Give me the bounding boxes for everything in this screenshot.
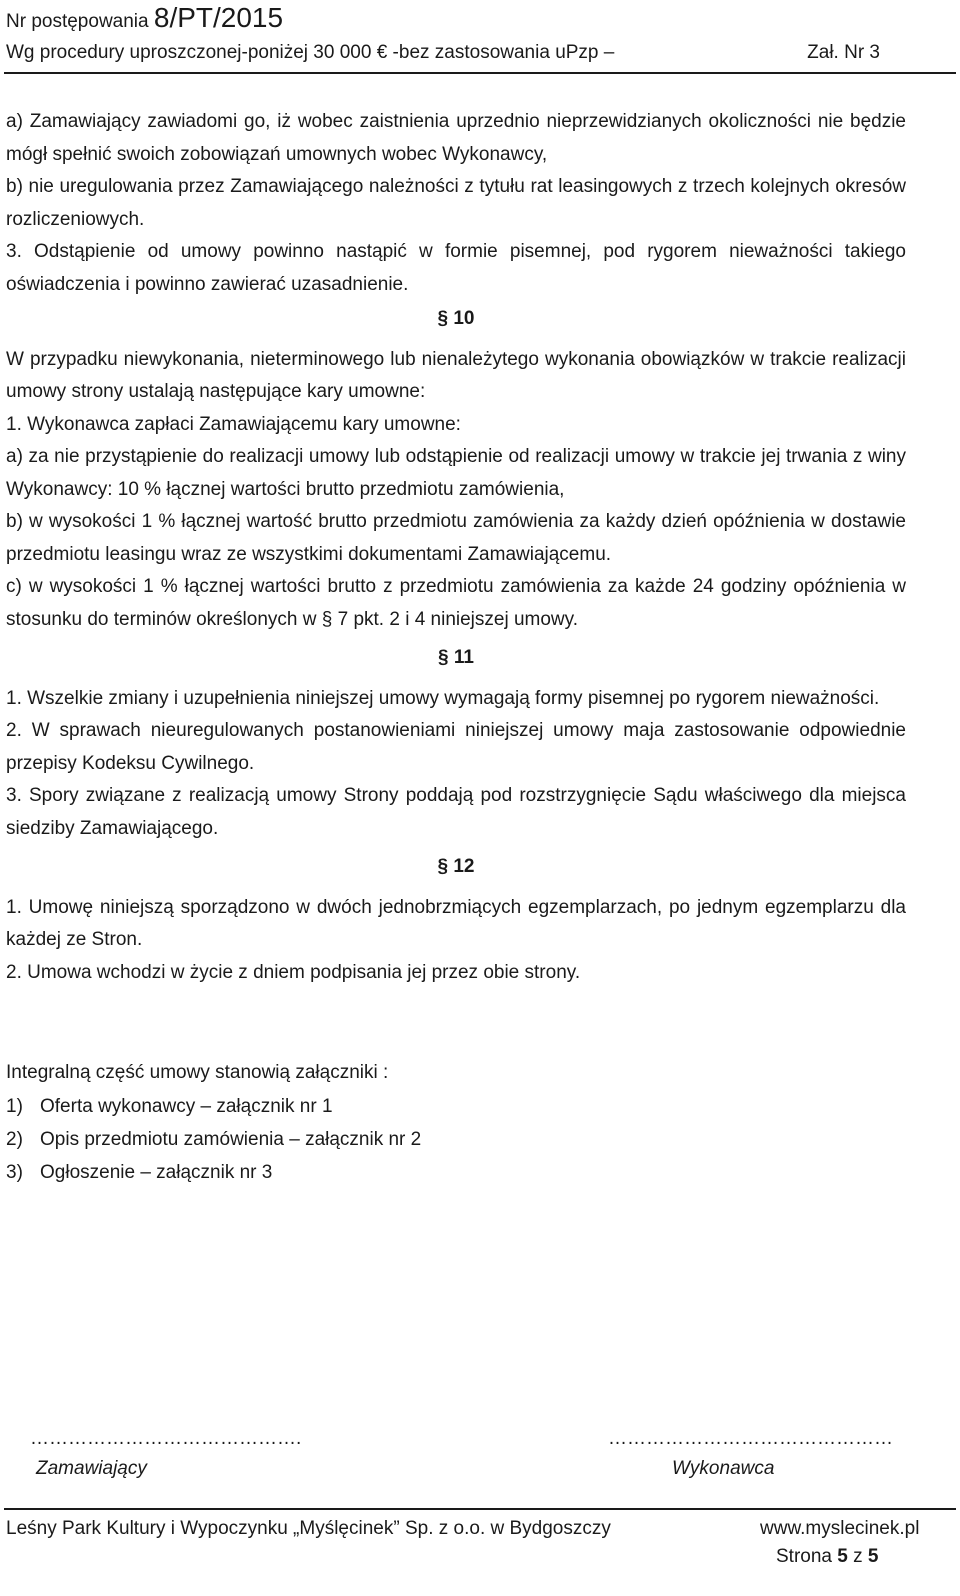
signature-label-contractor: Wykonawca bbox=[672, 1458, 775, 1479]
case-number-line bbox=[6, 2, 283, 34]
paragraph-penalties-b: b) w wysokości 1 % łącznej wartość brutto przedmiotu zamówienia za każdy dzień opóźnienia w dostawie przedmiotu leasingu wraz ze wszystkimi dokumentami Zamawiającemu. bbox=[6, 511, 906, 565]
paragraph-a: a) Zamawiający zawiadomi go, iż wobec zaistnienia uprzednio nieprzewidzianych okoliczności nie będzie mógł spełnić swoich zobowiązań umownych wobec Wykonawcy, bbox=[6, 111, 906, 165]
procedure-line: Wg procedury uproszczonej-poniżej 30 000 € -bez zastosowania uPzp – bbox=[6, 42, 615, 63]
footer-company: Leśny Park Kultury i Wypoczynku „Myślęcinek” Sp. z o.o. w Bydgoszczy bbox=[6, 1518, 611, 1539]
paragraph-penalties-1: 1. Wykonawca zapłaci Zamawiającemu kary umowne: bbox=[6, 413, 461, 435]
attachment-number: Zał. Nr 3 bbox=[807, 42, 880, 63]
document-body bbox=[6, 106, 906, 1189]
list-item: 1) Oferta wykonawcy – załącznik nr 1 bbox=[6, 1095, 333, 1117]
paragraph-11-3: 3. Spory związane z realizacją umowy Strony poddają pod rozstrzygnięcie Sądu właściwego dla miejsca siedziby Zamawiającego. bbox=[6, 785, 906, 839]
signature-line-left: ……………………………………. bbox=[30, 1428, 302, 1449]
list-item: 2) Opis przedmiotu zamówienia – załącznik nr 2 bbox=[6, 1128, 422, 1150]
section-10-heading: § 10 bbox=[437, 308, 475, 329]
paragraph-b: b) nie uregulowania przez Zamawiającego należności z tytułu rat leasingowych z trzech kolejnych okresów rozliczeniowych. bbox=[6, 176, 906, 230]
header-divider bbox=[4, 72, 956, 74]
case-number: 8/PT/2015 bbox=[153, 2, 284, 33]
signature-line-right: ……………………………………… bbox=[608, 1428, 893, 1449]
list-item: 3) Ogłoszenie – załącznik nr 3 bbox=[6, 1161, 273, 1183]
section-12-heading: § 12 bbox=[437, 856, 475, 877]
footer-website: www.myslecinek.pl bbox=[760, 1518, 920, 1539]
page-number: Strona 5 z 5 bbox=[776, 1546, 879, 1567]
case-label: Nr postępowania bbox=[6, 11, 154, 32]
paragraph-penalties-a: a) za nie przystąpienie do realizacji umowy lub odstąpienie od realizacji umowy w trakcie jej trwania z winy Wykonawcy: 10 % łącznej wartości brutto przedmiotu zamówienia, bbox=[6, 446, 906, 500]
paragraph-12-1: 1. Umowę niniejszą sporządzono w dwóch jednobrzmiących egzemplarzach, po jednym egzemplarzu dla każdej ze Stron. bbox=[6, 896, 906, 950]
paragraph-3: 3. Odstąpienie od umowy powinno nastąpić w formie pisemnej, pod rygorem nieważności takiego oświadczenia i powinno zawierać uzasadnienie. bbox=[6, 241, 906, 295]
attachments-intro: Integralną część umowy stanowią załączniki : bbox=[6, 1062, 389, 1083]
attachments-list bbox=[6, 1090, 906, 1189]
paragraph-penalties-intro: W przypadku niewykonania, nieterminowego lub nienależytego wykonania obowiązków w trakcie realizacji umowy strony ustalają następujące kary umowne: bbox=[6, 348, 906, 402]
paragraph-penalties-c: c) w wysokości 1 % łącznej wartości brutto z przedmiotu zamówienia za każde 24 godziny opóźnienia w stosunku do terminów określonych w § 7 pkt. 2 i 4 niniejszej umowy. bbox=[6, 576, 906, 630]
section-11-heading: § 11 bbox=[438, 647, 474, 668]
paragraph-11-2: 2. W sprawach nieuregulowanych postanowieniami niniejszej umowy maja zastosowanie odpowiednie przepisy Kodeksu Cywilnego. bbox=[6, 720, 906, 774]
signature-label-employer: Zamawiający bbox=[36, 1458, 147, 1479]
paragraph-12-2: 2. Umowa wchodzi w życie z dniem podpisania jej przez obie strony. bbox=[6, 961, 581, 983]
paragraph-11-1: 1. Wszelkie zmiany i uzupełnienia niniejszej umowy wymagają formy pisemnej po rygorem nieważności. bbox=[6, 687, 880, 709]
footer-divider bbox=[4, 1508, 956, 1510]
